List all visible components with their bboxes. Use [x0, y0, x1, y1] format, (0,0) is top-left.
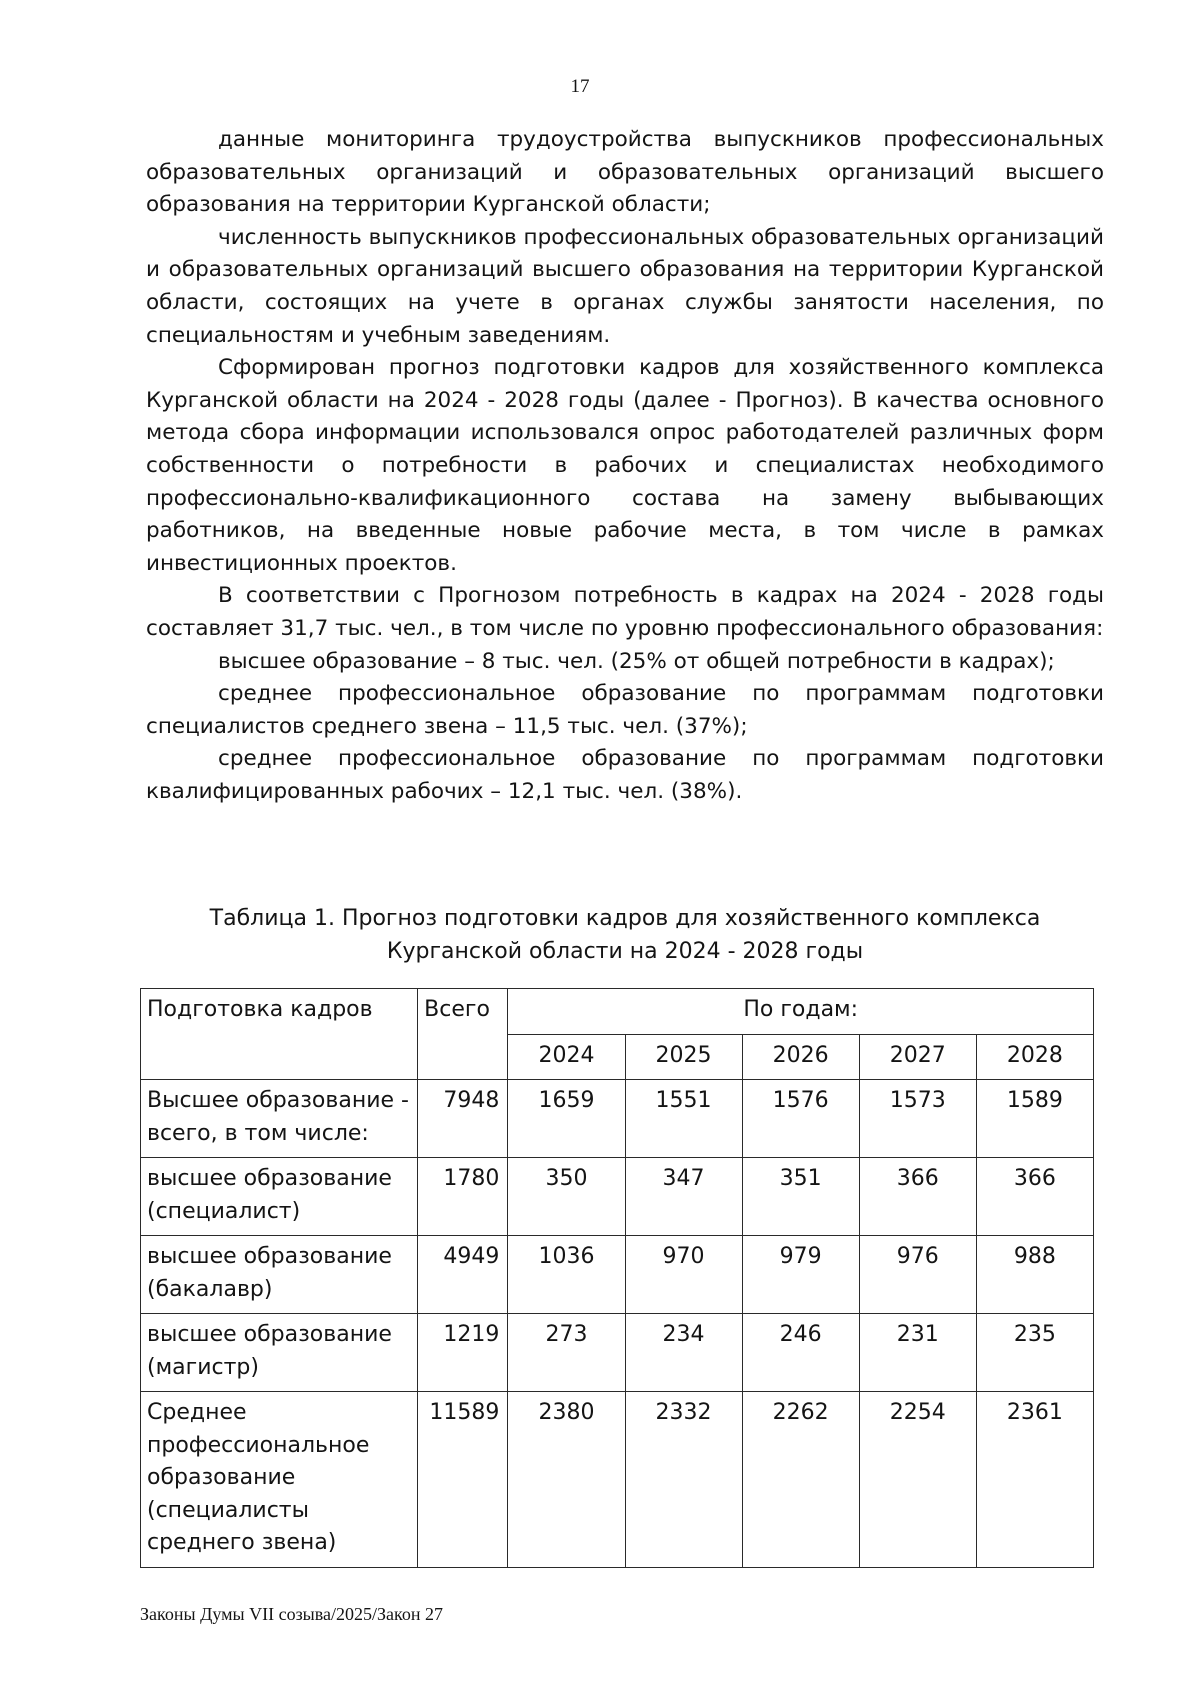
header-year: 2024 [508, 1034, 625, 1080]
row-value: 273 [508, 1314, 625, 1392]
header-year: 2025 [625, 1034, 742, 1080]
row-value: 246 [742, 1314, 859, 1392]
table-caption [146, 902, 1104, 968]
table-row [141, 1314, 1094, 1392]
body-text [146, 124, 1104, 808]
row-value: 366 [976, 1158, 1093, 1236]
row-value: 976 [859, 1236, 976, 1314]
row-value: 347 [625, 1158, 742, 1236]
paragraph-graduates-count: численность выпускников профессиональных образовательных организаций и образовательных организаций высшего образования на территории Курганской области, состоящих на учете в органах службы занятости населения, по специальностям и учебным заведениям. [146, 224, 1104, 348]
table-row [141, 1158, 1094, 1236]
header-year: 2027 [859, 1034, 976, 1080]
row-total: 1219 [418, 1314, 508, 1392]
row-value: 2332 [625, 1392, 742, 1568]
row-value: 1573 [859, 1080, 976, 1158]
row-value: 234 [625, 1314, 742, 1392]
row-value: 366 [859, 1158, 976, 1236]
row-value: 1589 [976, 1080, 1093, 1158]
header-total: Всего [418, 989, 508, 1080]
row-total: 11589 [418, 1392, 508, 1568]
row-value: 1659 [508, 1080, 625, 1158]
row-value: 1036 [508, 1236, 625, 1314]
row-value: 1576 [742, 1080, 859, 1158]
header-training: Подготовка кадров [141, 989, 418, 1080]
row-value: 979 [742, 1236, 859, 1314]
header-by-years: По годам: [508, 989, 1094, 1035]
row-value: 2262 [742, 1392, 859, 1568]
row-value: 1551 [625, 1080, 742, 1158]
row-label: высшее образование (специалист) [141, 1158, 418, 1236]
row-value: 351 [742, 1158, 859, 1236]
paragraph-secondary-workers: среднее профессиональное образование по программам подготовки квалифицированных рабочих – 12,1 тыс. чел. (38%). [146, 746, 1104, 804]
row-value: 2380 [508, 1392, 625, 1568]
row-label: высшее образование (магистр) [141, 1314, 418, 1392]
row-total: 4949 [418, 1236, 508, 1314]
document-footer: Законы Думы VII созыва/2025/Закон 27 [140, 1604, 443, 1624]
row-value: 350 [508, 1158, 625, 1236]
paragraph-forecast-formed: Сформирован прогноз подготовки кадров для хозяйственного комплекса Курганской области на 2024 - 2028 годы (далее - Прогноз). В качества основного метода сбора информации использовался опрос работодателей различных форм собственности о потребности в рабочих и специалистах необходимого профессионально-квалификационного состава на замену выбывающих работников, на введенные новые рабочие места, в том числе в рамках инвестиционных проектов. [146, 355, 1104, 576]
paragraph-monitoring: данные мониторинга трудоустройства выпускников профессиональных образовательных организаций и образовательных организаций высшего образования на территории Курганской области; [146, 127, 1104, 218]
row-label: Среднее профессиональное образование (специалисты среднего звена) [141, 1392, 418, 1568]
table-row [141, 1392, 1094, 1568]
row-value: 2361 [976, 1392, 1093, 1568]
row-value: 970 [625, 1236, 742, 1314]
header-year: 2026 [742, 1034, 859, 1080]
table-row [141, 1236, 1094, 1314]
row-value: 988 [976, 1236, 1093, 1314]
header-year: 2028 [976, 1034, 1093, 1080]
forecast-table [140, 988, 1094, 1568]
page-number: 17 [570, 76, 590, 97]
row-value: 2254 [859, 1392, 976, 1568]
table-row [141, 1080, 1094, 1158]
table-caption-line-2: Курганской области на 2024 - 2028 годы [386, 939, 864, 964]
row-label: Высшее образование - всего, в том числе: [141, 1080, 418, 1158]
table-header-row [141, 989, 1094, 1035]
row-label: высшее образование (бакалавр) [141, 1236, 418, 1314]
table-caption-line-1: Таблица 1. Прогноз подготовки кадров для хозяйственного комплекса [209, 906, 1041, 931]
paragraph-demand-total: В соответствии с Прогнозом потребность в кадрах на 2024 - 2028 годы составляет 31,7 тыс. чел., в том числе по уровню профессионального образования: [146, 583, 1104, 641]
paragraph-higher-education: высшее образование – 8 тыс. чел. (25% от общей потребности в кадрах); [218, 648, 1055, 674]
row-total: 7948 [418, 1080, 508, 1158]
row-value: 235 [976, 1314, 1093, 1392]
paragraph-secondary-specialists: среднее профессиональное образование по программам подготовки специалистов среднего звена – 11,5 тыс. чел. (37%); [146, 681, 1104, 739]
row-total: 1780 [418, 1158, 508, 1236]
row-value: 231 [859, 1314, 976, 1392]
